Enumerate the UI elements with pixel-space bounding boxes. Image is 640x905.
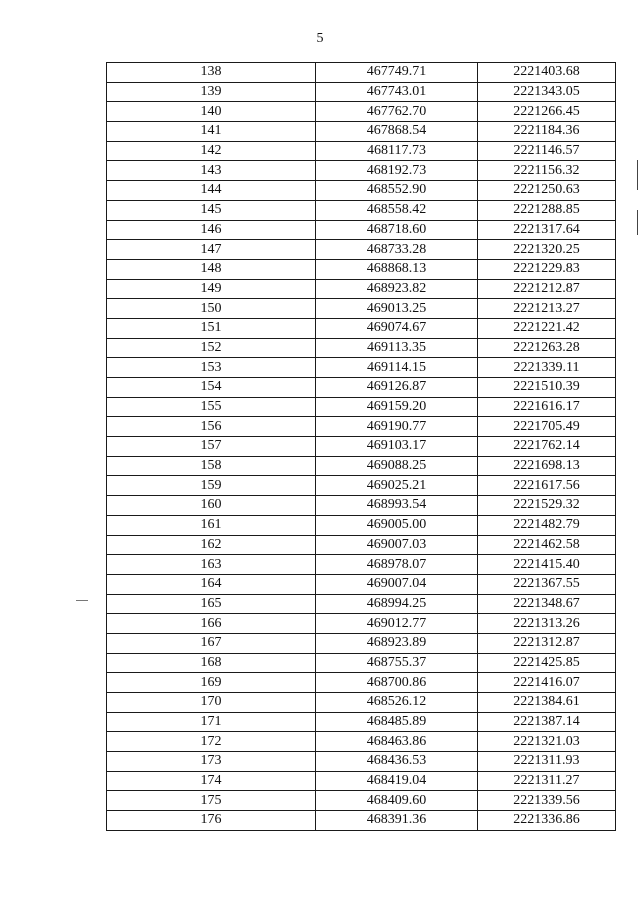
point-number-cell: 169 [107,673,316,693]
x-coordinate-cell: 468868.13 [316,259,478,279]
point-number-cell: 155 [107,397,316,417]
y-coordinate-cell: 2221229.83 [478,259,616,279]
y-coordinate-cell: 2221250.63 [478,181,616,201]
point-number-cell: 143 [107,161,316,181]
x-coordinate-cell: 469103.17 [316,437,478,457]
x-coordinate-cell: 469114.15 [316,358,478,378]
y-coordinate-cell: 2221263.28 [478,338,616,358]
x-coordinate-cell: 468192.73 [316,161,478,181]
point-number-cell: 166 [107,614,316,634]
point-number-cell: 157 [107,437,316,457]
y-coordinate-cell: 2221462.58 [478,535,616,555]
table-row [107,141,616,161]
x-coordinate-cell: 467868.54 [316,122,478,142]
x-coordinate-cell: 468485.89 [316,712,478,732]
table-row [107,82,616,102]
table-row [107,496,616,516]
table-row [107,653,616,673]
point-number-cell: 162 [107,535,316,555]
point-number-cell: 171 [107,712,316,732]
x-coordinate-cell: 468117.73 [316,141,478,161]
scan-dash-mark [76,600,88,601]
point-number-cell: 159 [107,476,316,496]
point-number-cell: 156 [107,417,316,437]
table-row [107,535,616,555]
table-row [107,594,616,614]
y-coordinate-cell: 2221617.56 [478,476,616,496]
table-row [107,220,616,240]
x-coordinate-cell: 469013.25 [316,299,478,319]
point-number-cell: 138 [107,63,316,83]
y-coordinate-cell: 2221510.39 [478,378,616,398]
table-row [107,476,616,496]
point-number-cell: 139 [107,82,316,102]
coordinates-table-body [107,63,616,831]
x-coordinate-cell: 469012.77 [316,614,478,634]
table-row [107,693,616,713]
y-coordinate-cell: 2221336.86 [478,811,616,831]
point-number-cell: 172 [107,732,316,752]
y-coordinate-cell: 2221266.45 [478,102,616,122]
page-number: 5 [316,31,324,46]
y-coordinate-cell: 2221762.14 [478,437,616,457]
x-coordinate-cell: 469113.35 [316,338,478,358]
point-number-cell: 151 [107,318,316,338]
y-coordinate-cell: 2221212.87 [478,279,616,299]
x-coordinate-cell: 468923.89 [316,633,478,653]
table-row [107,240,616,260]
x-coordinate-cell: 468552.90 [316,181,478,201]
table-row [107,181,616,201]
coordinates-table [106,62,616,831]
table-row [107,200,616,220]
point-number-cell: 145 [107,200,316,220]
x-coordinate-cell: 467743.01 [316,82,478,102]
table-row [107,378,616,398]
x-coordinate-cell: 468463.86 [316,732,478,752]
x-coordinate-cell: 468391.36 [316,811,478,831]
x-coordinate-cell: 468558.42 [316,200,478,220]
y-coordinate-cell: 2221156.32 [478,161,616,181]
table-row [107,515,616,535]
table-row [107,417,616,437]
y-coordinate-cell: 2221616.17 [478,397,616,417]
y-coordinate-cell: 2221343.05 [478,82,616,102]
x-coordinate-cell: 467749.71 [316,63,478,83]
y-coordinate-cell: 2221311.27 [478,771,616,791]
y-coordinate-cell: 2221403.68 [478,63,616,83]
table-row [107,673,616,693]
x-coordinate-cell: 468718.60 [316,220,478,240]
y-coordinate-cell: 2221313.26 [478,614,616,634]
table-row [107,437,616,457]
table-row [107,791,616,811]
y-coordinate-cell: 2221339.56 [478,791,616,811]
y-coordinate-cell: 2221321.03 [478,732,616,752]
table-row [107,555,616,575]
point-number-cell: 165 [107,594,316,614]
point-number-cell: 168 [107,653,316,673]
y-coordinate-cell: 2221425.85 [478,653,616,673]
x-coordinate-cell: 469126.87 [316,378,478,398]
x-coordinate-cell: 469074.67 [316,318,478,338]
x-coordinate-cell: 468755.37 [316,653,478,673]
y-coordinate-cell: 2221482.79 [478,515,616,535]
point-number-cell: 140 [107,102,316,122]
table-row [107,752,616,772]
point-number-cell: 148 [107,259,316,279]
y-coordinate-cell: 2221387.14 [478,712,616,732]
table-row [107,397,616,417]
table-row [107,102,616,122]
point-number-cell: 149 [107,279,316,299]
table-row [107,161,616,181]
point-number-cell: 142 [107,141,316,161]
table-row [107,574,616,594]
point-number-cell: 147 [107,240,316,260]
table-row [107,771,616,791]
y-coordinate-cell: 2221312.87 [478,633,616,653]
scan-edge-mark [637,160,638,190]
x-coordinate-cell: 469088.25 [316,456,478,476]
x-coordinate-cell: 469159.20 [316,397,478,417]
y-coordinate-cell: 2221529.32 [478,496,616,516]
y-coordinate-cell: 2221415.40 [478,555,616,575]
table-row [107,358,616,378]
x-coordinate-cell: 468409.60 [316,791,478,811]
y-coordinate-cell: 2221416.07 [478,673,616,693]
table-row [107,338,616,358]
y-coordinate-cell: 2221384.61 [478,693,616,713]
point-number-cell: 173 [107,752,316,772]
x-coordinate-cell: 468436.53 [316,752,478,772]
x-coordinate-cell: 468923.82 [316,279,478,299]
table-row [107,122,616,142]
point-number-cell: 144 [107,181,316,201]
scan-edge-mark [637,210,638,235]
point-number-cell: 170 [107,693,316,713]
x-coordinate-cell: 469005.00 [316,515,478,535]
y-coordinate-cell: 2221367.55 [478,574,616,594]
point-number-cell: 160 [107,496,316,516]
point-number-cell: 163 [107,555,316,575]
y-coordinate-cell: 2221698.13 [478,456,616,476]
table-row [107,299,616,319]
y-coordinate-cell: 2221317.64 [478,220,616,240]
x-coordinate-cell: 468978.07 [316,555,478,575]
point-number-cell: 175 [107,791,316,811]
table-row [107,63,616,83]
table-row [107,259,616,279]
y-coordinate-cell: 2221311.93 [478,752,616,772]
table-row [107,732,616,752]
y-coordinate-cell: 2221146.57 [478,141,616,161]
point-number-cell: 152 [107,338,316,358]
point-number-cell: 158 [107,456,316,476]
y-coordinate-cell: 2221348.67 [478,594,616,614]
y-coordinate-cell: 2221705.49 [478,417,616,437]
x-coordinate-cell: 467762.70 [316,102,478,122]
y-coordinate-cell: 2221184.36 [478,122,616,142]
y-coordinate-cell: 2221213.27 [478,299,616,319]
point-number-cell: 146 [107,220,316,240]
table-row [107,633,616,653]
point-number-cell: 167 [107,633,316,653]
point-number-cell: 174 [107,771,316,791]
table-row [107,456,616,476]
x-coordinate-cell: 468526.12 [316,693,478,713]
x-coordinate-cell: 468419.04 [316,771,478,791]
point-number-cell: 176 [107,811,316,831]
point-number-cell: 161 [107,515,316,535]
y-coordinate-cell: 2221288.85 [478,200,616,220]
point-number-cell: 153 [107,358,316,378]
y-coordinate-cell: 2221320.25 [478,240,616,260]
point-number-cell: 154 [107,378,316,398]
table-row [107,279,616,299]
table-row [107,318,616,338]
table-row [107,614,616,634]
x-coordinate-cell: 468993.54 [316,496,478,516]
point-number-cell: 150 [107,299,316,319]
x-coordinate-cell: 469007.03 [316,535,478,555]
y-coordinate-cell: 2221221.42 [478,318,616,338]
x-coordinate-cell: 468733.28 [316,240,478,260]
y-coordinate-cell: 2221339.11 [478,358,616,378]
x-coordinate-cell: 469007.04 [316,574,478,594]
x-coordinate-cell: 469190.77 [316,417,478,437]
table-row [107,811,616,831]
x-coordinate-cell: 468700.86 [316,673,478,693]
x-coordinate-cell: 469025.21 [316,476,478,496]
x-coordinate-cell: 468994.25 [316,594,478,614]
point-number-cell: 141 [107,122,316,142]
point-number-cell: 164 [107,574,316,594]
table-row [107,712,616,732]
